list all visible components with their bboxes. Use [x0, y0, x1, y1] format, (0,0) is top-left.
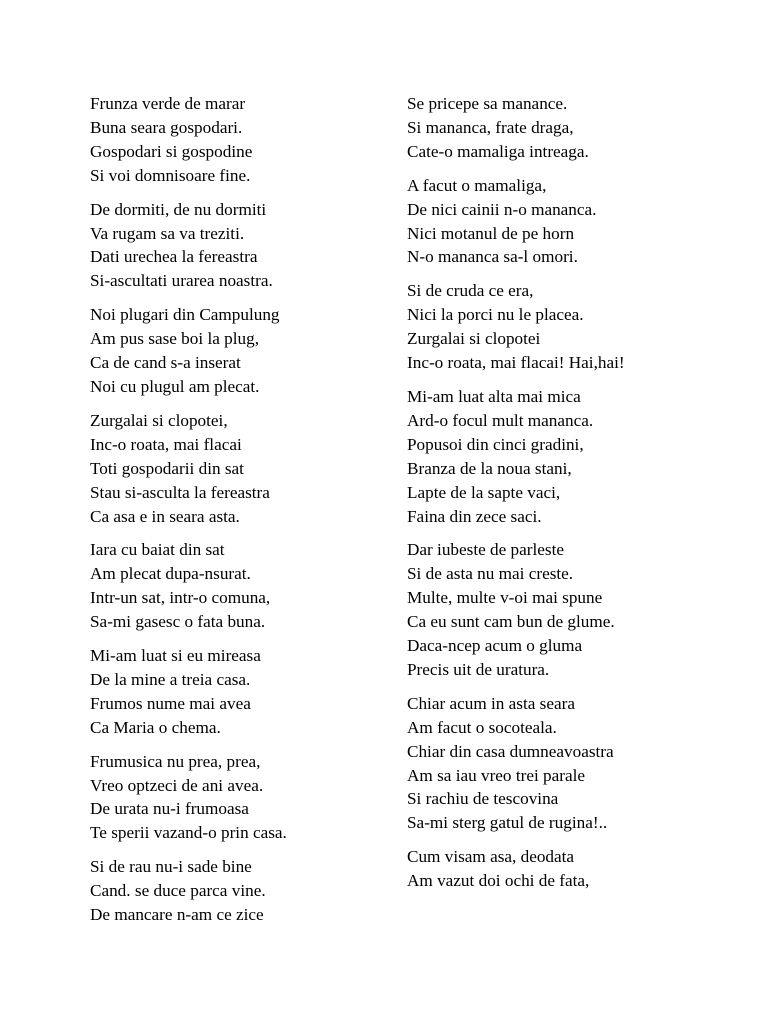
verse-line: Cum visam asa, deodata [407, 847, 575, 867]
stanza [90, 644, 410, 740]
verse-line: Si rachiu de tescovina [407, 789, 559, 809]
verse-line: Am plecat dupa-nsurat. [90, 564, 251, 584]
stanza [407, 174, 737, 270]
verse-line: Am sa iau vreo trei parale [407, 765, 586, 785]
stanza [90, 92, 410, 188]
verse-line: Ca de cand s-a inserat [90, 353, 241, 373]
verse-line: Nici la porci nu le placea. [407, 305, 584, 325]
stanza [90, 538, 410, 634]
verse-line: Dati urechea la fereastra [90, 247, 258, 267]
verse-line: Si-ascultati urarea noastra. [90, 271, 273, 291]
stanza [407, 279, 737, 375]
verse-line: Iara cu baiat din sat [90, 540, 225, 560]
verse-line: Ard-o focul mult mananca. [407, 410, 594, 430]
verse-line: Frunza verde de marar [90, 94, 246, 113]
verse-line: Si de asta nu mai creste. [407, 564, 574, 584]
stanza [407, 845, 737, 893]
verse-line: Mi-am luat alta mai mica [407, 386, 581, 406]
stanza [407, 538, 737, 681]
verse-line: De mancare n-am ce zice [90, 905, 264, 925]
verse-line: Si de rau nu-i sade bine [90, 857, 252, 877]
verse-line: Sa-mi gasesc o fata buna. [90, 612, 266, 632]
verse-line: Va rugam sa va treziti. [90, 223, 245, 243]
verse-line: Frumusica nu prea, prea, [90, 751, 261, 771]
verse-line: Zurgalai si clopotei, [90, 410, 228, 430]
verse-line: Dar iubeste de parleste [407, 540, 565, 560]
verse-line: Chiar din casa dumneavoastra [407, 741, 614, 761]
verse-line: Si mananca, frate draga, [407, 117, 574, 137]
verse-line: Am vazut doi ochi de fata, [407, 871, 590, 891]
verse-line: Sa-mi sterg gatul de rugina!.. [407, 813, 608, 833]
verse-line: Vreo optzeci de ani avea. [90, 775, 264, 795]
verse-line: Ca eu sunt cam bun de glume. [407, 612, 615, 632]
verse-line: Cand. se duce parca vine. [90, 881, 266, 901]
verse-line: Daca-ncep acum o gluma [407, 636, 583, 656]
verse-line: Precis uit de uratura. [407, 659, 550, 679]
verse-line: Branza de la noua stani, [407, 458, 572, 478]
verse-line: Gospodari si gospodine [90, 141, 253, 161]
verse-line: Toti gospodarii din sat [90, 458, 244, 478]
verse-line: Mi-am luat si eu mireasa [90, 646, 261, 666]
verse-line: Cate-o mamaliga intreaga. [407, 141, 589, 161]
verse-line: Chiar acum in asta seara [407, 693, 575, 713]
verse-line: Ca asa e in seara asta. [90, 506, 240, 526]
verse-line: Inc-o roata, mai flacai [90, 434, 242, 454]
stanza [407, 385, 737, 528]
verse-line: De nici cainii n-o mananca. [407, 199, 597, 219]
verse-line: Ca Maria o chema. [90, 717, 221, 737]
stanza [90, 409, 410, 529]
verse-line: N-o mananca sa-l omori. [407, 247, 578, 267]
verse-line: Noi cu plugul am plecat. [90, 376, 260, 396]
stanza [90, 303, 410, 399]
verse-line: Si de cruda ce era, [407, 281, 534, 301]
verse-line: Am pus sase boi la plug, [90, 329, 259, 349]
stanza [90, 198, 410, 294]
verse-line: Noi plugari din Campulung [90, 305, 280, 325]
verse-line: Inc-o roata, mai flacai! Hai,hai! [407, 353, 625, 373]
verse-line: Buna seara gospodari. [90, 117, 243, 137]
stanza [90, 750, 410, 846]
verse-line: A facut o mamaliga, [407, 175, 547, 195]
verse-line: Lapte de la sapte vaci, [407, 482, 561, 502]
verse-line: De la mine a treia casa. [90, 669, 251, 689]
verse-line: Multe, multe v-oi mai spune [407, 588, 603, 608]
verse-line: Zurgalai si clopotei [407, 329, 541, 349]
stanza [407, 692, 737, 835]
stanza [90, 855, 410, 927]
verse-line: Faina din zece saci. [407, 506, 542, 526]
verse-line: Si voi domnisoare fine. [90, 165, 251, 185]
left-column [90, 92, 410, 937]
verse-line: Te sperii vazand-o prin casa. [90, 823, 287, 843]
verse-line: De dormiti, de nu dormiti [90, 199, 267, 219]
stanza [407, 92, 737, 164]
verse-line: Popusoi din cinci gradini, [407, 434, 584, 454]
verse-line: Frumos nume mai avea [90, 693, 251, 713]
verse-line: Se pricepe sa manance. [407, 94, 568, 113]
verse-line: De urata nu-i frumoasa [90, 799, 249, 819]
verse-line: Am facut o socoteala. [407, 717, 557, 737]
verse-line: Stau si-asculta la fereastra [90, 482, 270, 502]
verse-line: Nici motanul de pe horn [407, 223, 575, 243]
verse-line: Intr-un sat, intr-o comuna, [90, 588, 271, 608]
right-column [407, 92, 737, 903]
